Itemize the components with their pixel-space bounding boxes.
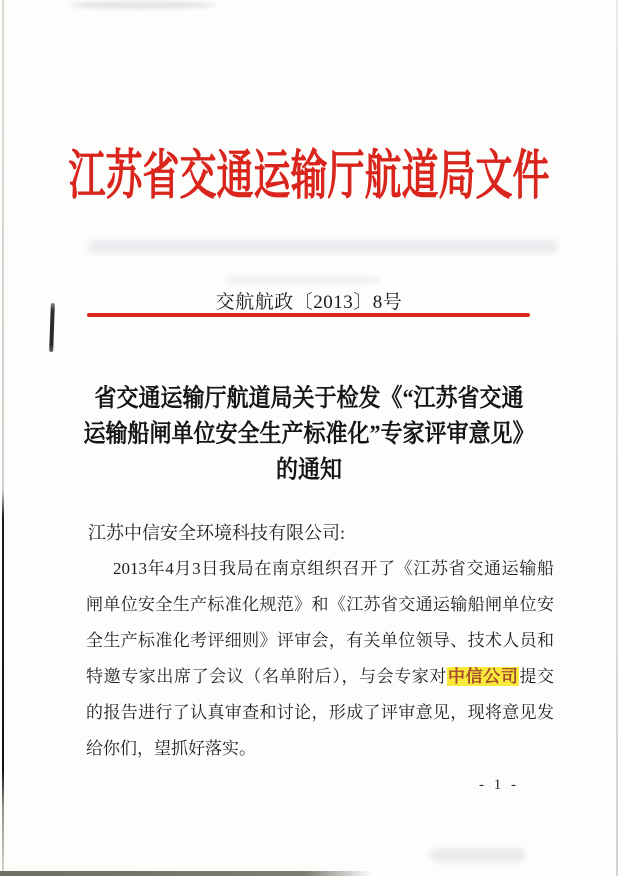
scan-smudge-top — [70, 1, 215, 9]
document-number: 交航航政〔2013〕8号 — [215, 292, 403, 313]
scan-smudge-band — [88, 240, 558, 253]
body-text-before-highlight: 2013年4月3日我局在南京组织召开了《江苏省交通运输船闸单位安全生产标准化规范》和《江苏省交通运输船闸单位安全生产标准化考评细则》评审会，有关单位领导、技术人员和特邀专家出席了会议（名单附后），与会专家对 — [86, 559, 554, 686]
scan-smudge-band-faint — [225, 276, 380, 284]
subject-title — [0, 380, 618, 488]
page-number: - 1 - — [479, 777, 519, 793]
addressee-line: 江苏中信安全环境科技有限公司: — [88, 523, 345, 543]
scan-smudge-bottom-right — [430, 848, 525, 862]
subject-title-line-1: 省交通运输厅航道局关于检发《“江苏省交通 — [94, 383, 524, 412]
subject-title-line-3: 的通知 — [275, 455, 342, 484]
highlighted-company-name: 中信公司 — [448, 667, 519, 686]
scan-edge-bottom-shadow — [0, 871, 372, 876]
subject-title-line-2: 运输船闸单位安全生产标准化”专家评审意见》 — [83, 419, 535, 448]
body-paragraph — [86, 551, 554, 767]
body-text-after-highlight: 提交的报告进行了认真审查和讨论，形成了评审意见，现将意见发给你们，望抓好落实。 — [86, 667, 555, 758]
letterhead-title: 江苏省交通运输厅航道局文件 — [68, 147, 550, 207]
red-divider-line — [87, 313, 530, 317]
